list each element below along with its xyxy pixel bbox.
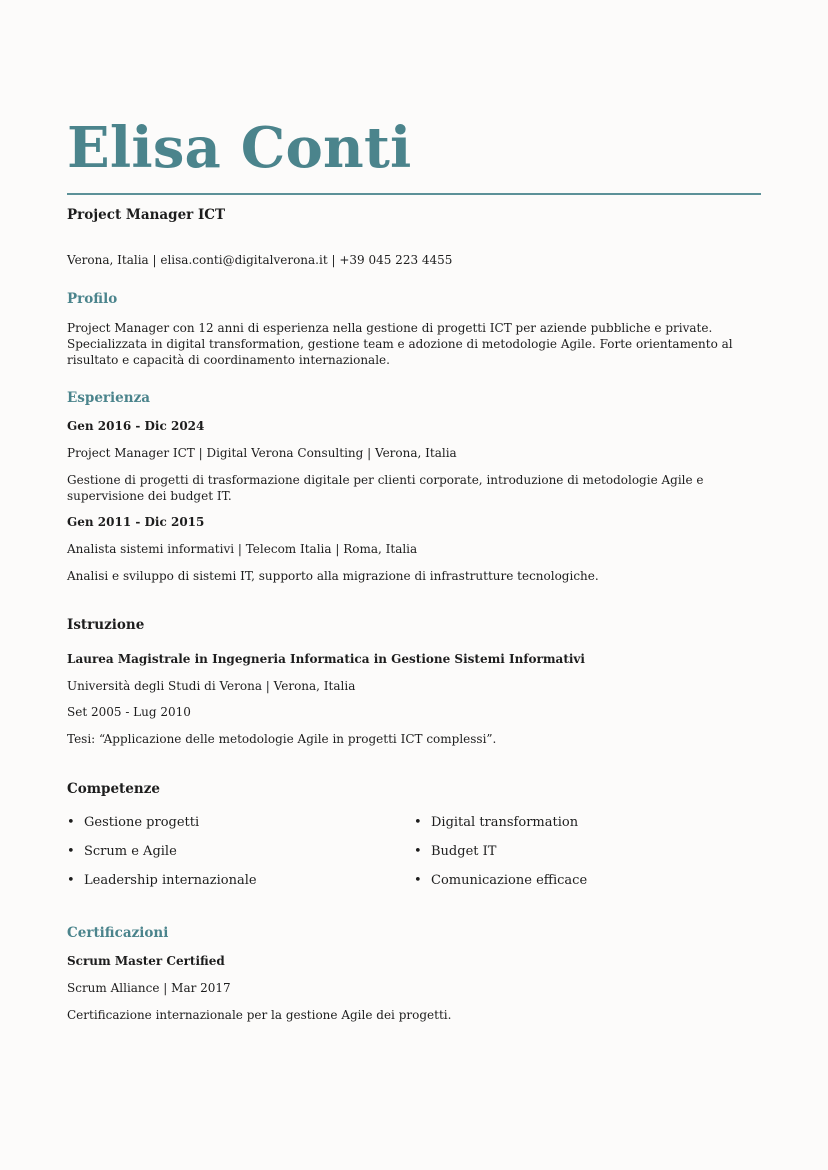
education-degree: Laurea Magistrale in Ingegneria Informatica in Gestione Sistemi Informativi bbox=[67, 652, 585, 666]
profile-text: Project Manager con 12 anni di esperienza nella gestione di progetti ICT per aziende pubbliche e private. Specializzata in digital transformation, gestione team e adozione di metodologie Agile. Forte orientamento al risultato e capacità di coordinamento internazionale. bbox=[67, 321, 733, 367]
bullet-icon: • bbox=[67, 815, 75, 830]
experience-role: Analista sistemi informativi | Telecom Italia | Roma, Italia bbox=[67, 542, 418, 556]
profile-heading: Profilo bbox=[67, 291, 118, 307]
education-heading: Istruzione bbox=[67, 617, 145, 633]
experience-description: Gestione di progetti di trasformazione digitale per clienti corporate, introduzione di metodologie Agile e supervisione dei budget IT. bbox=[67, 473, 704, 503]
bullet-icon: • bbox=[414, 873, 422, 888]
header-divider bbox=[67, 193, 761, 195]
experience-role: Project Manager ICT | Digital Verona Consulting | Verona, Italia bbox=[67, 446, 457, 460]
bullet-icon: • bbox=[414, 815, 422, 830]
education-school: Università degli Studi di Verona | Verona, Italia bbox=[67, 679, 356, 693]
experience-dates: Gen 2016 - Dic 2024 bbox=[67, 419, 205, 433]
certifications-heading: Certificazioni bbox=[67, 925, 169, 941]
bullet-icon: • bbox=[414, 844, 422, 859]
experience-dates: Gen 2011 - Dic 2015 bbox=[67, 515, 205, 529]
skill-label: Digital transformation bbox=[431, 815, 579, 830]
skill-item bbox=[67, 844, 177, 859]
bullet-icon: • bbox=[67, 844, 75, 859]
skills-heading: Competenze bbox=[67, 781, 160, 797]
skill-item bbox=[414, 815, 578, 830]
bullet-icon: • bbox=[67, 873, 75, 888]
certification-issuer: Scrum Alliance | Mar 2017 bbox=[67, 981, 231, 995]
certification-description: Certificazione internazionale per la gestione Agile dei progetti. bbox=[67, 1008, 452, 1022]
job-title: Project Manager ICT bbox=[67, 207, 226, 223]
experience-heading: Esperienza bbox=[67, 390, 150, 406]
experience-description: Analisi e sviluppo di sistemi IT, supporto alla migrazione di infrastrutture tecnologiche. bbox=[67, 569, 599, 583]
certification-name: Scrum Master Certified bbox=[67, 954, 225, 968]
skill-item bbox=[414, 873, 587, 888]
skill-label: Gestione progetti bbox=[84, 815, 200, 830]
skill-label: Leadership internazionale bbox=[84, 873, 257, 888]
skill-label: Scrum e Agile bbox=[84, 844, 177, 859]
education-dates: Set 2005 - Lug 2010 bbox=[67, 705, 191, 719]
skill-item bbox=[67, 815, 199, 830]
skill-item bbox=[414, 844, 496, 859]
education-thesis: Tesi: “Applicazione delle metodologie Agile in progetti ICT complessi”. bbox=[67, 732, 497, 746]
skill-label: Budget IT bbox=[431, 844, 497, 859]
skill-label: Comunicazione efficace bbox=[431, 873, 588, 888]
candidate-name: Elisa Conti bbox=[67, 115, 412, 181]
contact-info: Verona, Italia | elisa.conti@digitalverona.it | +39 045 223 4455 bbox=[67, 253, 453, 267]
skill-item bbox=[67, 873, 257, 888]
